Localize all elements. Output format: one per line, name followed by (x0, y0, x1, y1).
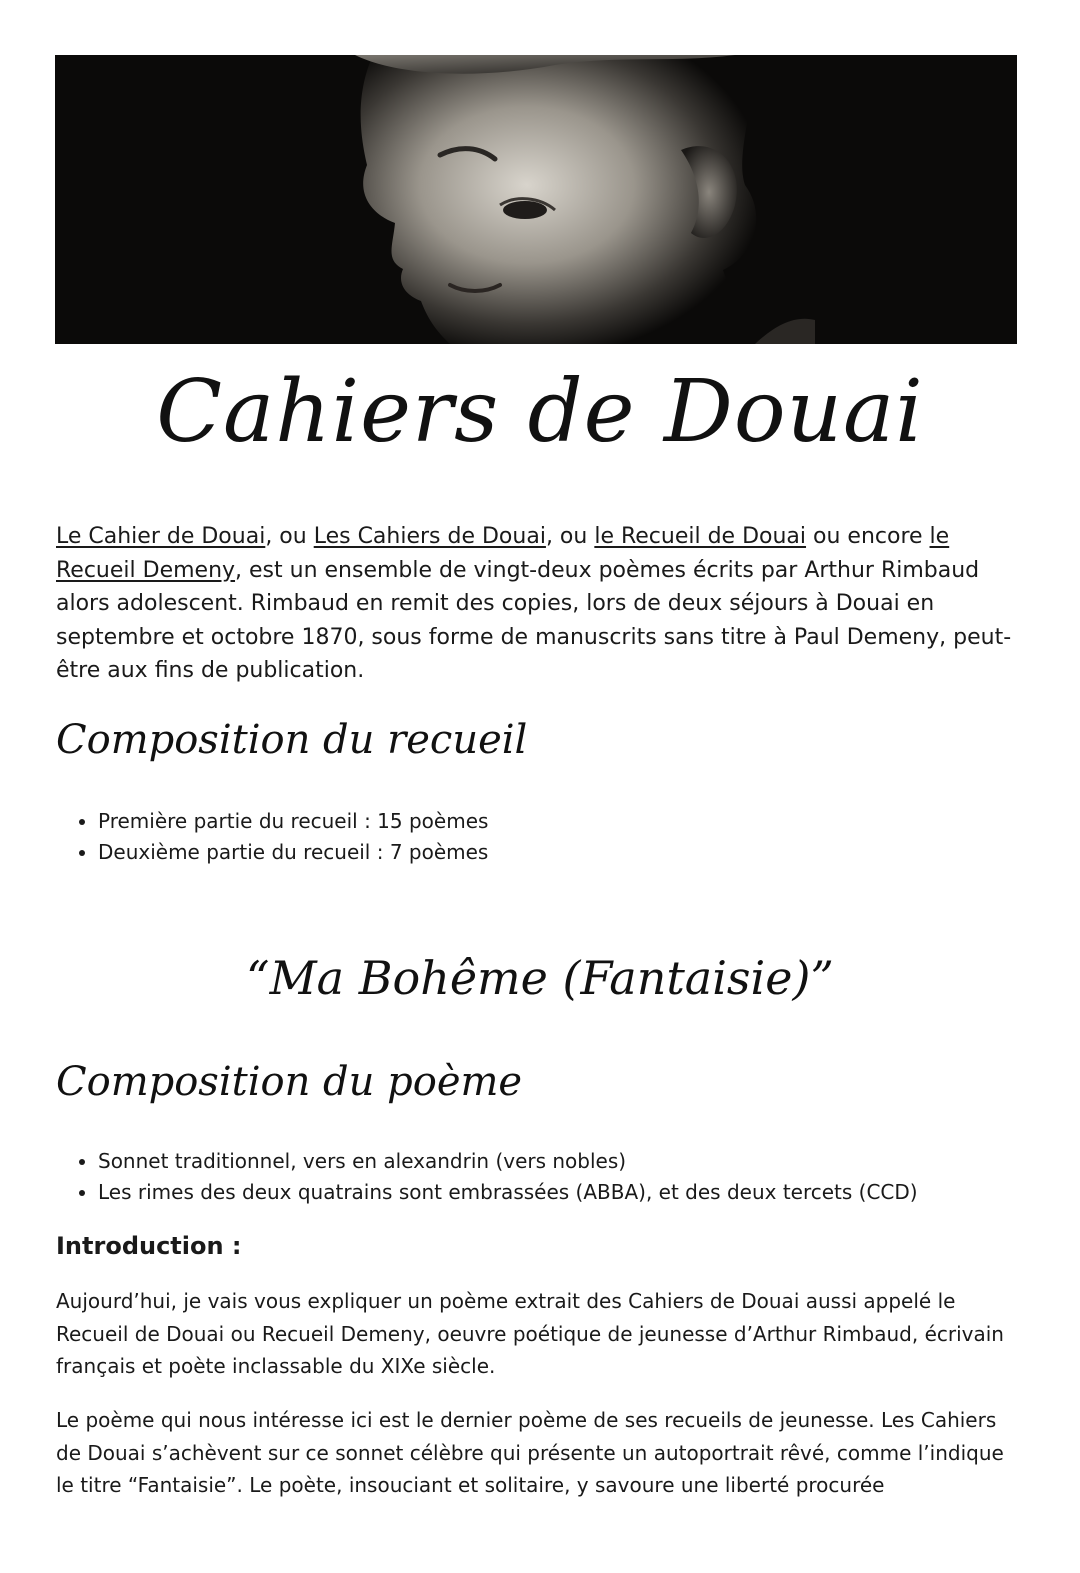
heading-composition-poeme: Composition du poème (56, 1059, 523, 1105)
heading-introduction: Introduction : (56, 1232, 242, 1260)
list-item: • Les rimes des deux quatrains sont embrassées (ABBA), et des deux tercets (CCD) (98, 1177, 998, 1208)
heading-composition-recueil: Composition du recueil (56, 717, 528, 763)
link-le-recueil-de-douai[interactable]: le Recueil de Douai (594, 524, 807, 549)
intro-paragraph (56, 520, 1018, 688)
page-title: Cahiers de Douai (156, 362, 924, 462)
portrait-banner-image (55, 55, 1017, 344)
introduction-paragraph-1: Aujourd’hui, je vais vous expliquer un poème extrait des Cahiers de Douai aussi appelé le Recueil de Douai ou Recueil Demeny, oeuvre poétique de jeunesse d’Arthur Rimbaud, écrivain français et poète inclassable du XIXe siècle. (56, 1289, 1004, 1378)
list-item: • Sonnet traditionnel, vers en alexandrin (vers nobles) (98, 1146, 998, 1177)
intro-separator: ou encore (806, 524, 930, 549)
intro-separator: , ou (265, 524, 314, 549)
intro-text: , est un ensemble de vingt-deux poèmes écrits par Arthur Rimbaud alors adolescent. Rimbaud en remit des copies, lors de deux séjours à Douai en septembre et octobre 1870, sous forme de manuscrits sans titre à Paul Demeny, peut-être aux fins de publication. (56, 557, 1012, 683)
link-le-recueil-demeny[interactable]: le Recueil Demeny (56, 524, 950, 583)
intro-separator: , ou (545, 524, 595, 549)
portrait-illustration (55, 55, 1017, 344)
poem-title: “Ma Bohême (Fantaisie)” (246, 951, 834, 1005)
list-item: • Première partie du recueil : 15 poèmes (98, 806, 998, 837)
list-composition-recueil (56, 806, 998, 868)
list-composition-poeme (56, 1146, 998, 1208)
list-item: • Deuxième partie du recueil : 7 poèmes (98, 837, 998, 868)
link-les-cahiers-de-douai[interactable]: Les Cahiers de Douai (313, 524, 546, 549)
introduction-paragraph-2: Le poème qui nous intéresse ici est le dernier poème de ses recueils de jeunesse. Les Cahiers de Douai s’achèvent sur ce sonnet célèbre qui présente un autoportrait rêvé, comme l’indique le titre “Fantaisie”. Le poète, insouciant et solitaire, y savoure une liberté procurée (56, 1408, 1004, 1497)
link-le-cahier-de-douai[interactable]: Le Cahier de Douai (56, 524, 266, 549)
